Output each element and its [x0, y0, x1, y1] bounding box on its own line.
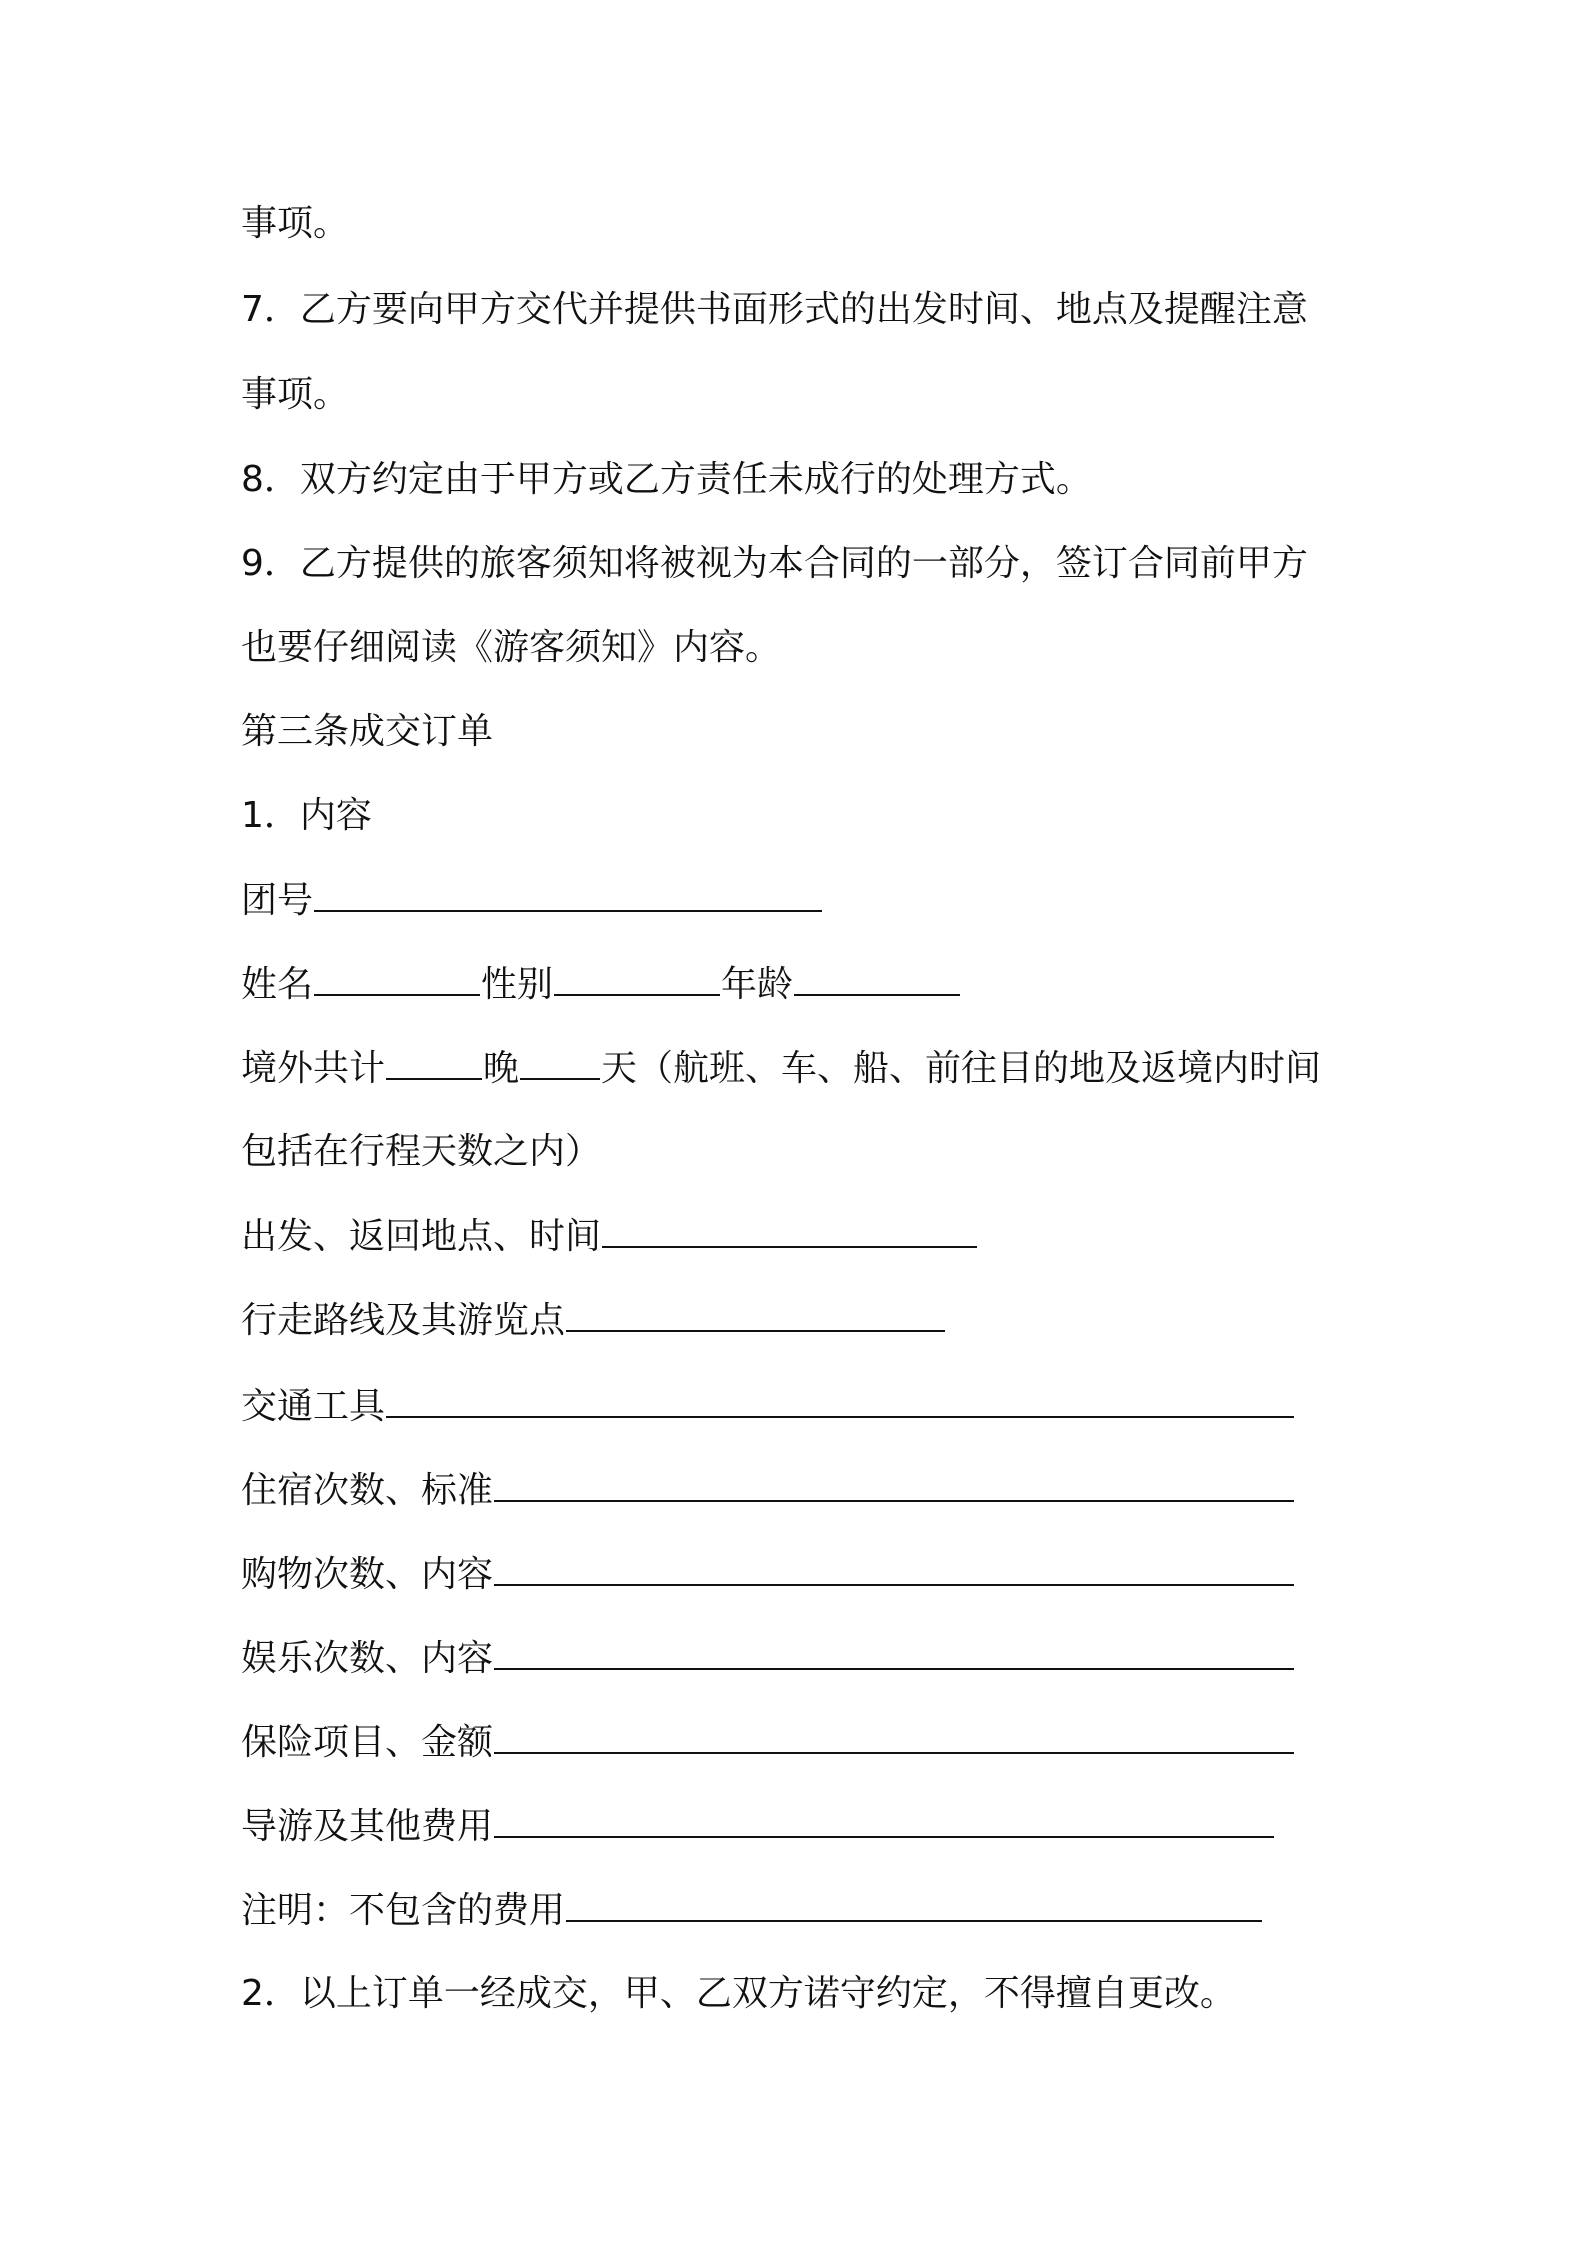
text-line: 8．双方约定由于甲方或乙方责任未成行的处理方式。: [241, 459, 1092, 500]
text-line: 也要仔细阅读《游客须知》内容。: [241, 627, 782, 668]
route-blank[interactable]: [566, 1296, 945, 1332]
text-line: 7．乙方要向甲方交代并提供书面形式的出发时间、地点及提醒注意: [241, 289, 1308, 330]
form-row-depart-return: [241, 1212, 978, 1260]
gender-blank[interactable]: [554, 960, 720, 996]
excluded-fees-blank[interactable]: [566, 1886, 1262, 1922]
group-no-blank[interactable]: [314, 876, 822, 912]
section-heading: 第三条成交订单: [241, 711, 494, 752]
text-line: 包括在行程天数之内）: [241, 1131, 602, 1172]
form-row-excluded-fees: [241, 1886, 1263, 1934]
form-row-group-no: [241, 876, 823, 924]
name-blank[interactable]: [314, 960, 480, 996]
field-label: 晚: [483, 1048, 520, 1089]
field-label: 天（航班、车、船、前往目的地及返境内时间: [601, 1048, 1322, 1089]
field-label: 住宿次数、标准: [241, 1470, 494, 1511]
text-line: 事项。: [241, 203, 350, 244]
field-label: 团号: [241, 880, 314, 921]
field-label: 出发、返回地点、时间: [241, 1216, 602, 1257]
form-row-shopping: [241, 1550, 1295, 1598]
field-label: 年龄: [721, 964, 794, 1005]
entertainment-blank[interactable]: [494, 1634, 1294, 1670]
field-label: 境外共计: [241, 1048, 386, 1089]
text-line: 9．乙方提供的旅客须知将被视为本合同的一部分，签订合同前甲方: [241, 543, 1308, 584]
field-label: 注明：不包含的费用: [241, 1890, 566, 1931]
field-label: 购物次数、内容: [241, 1554, 494, 1595]
form-row-entertainment: [241, 1634, 1295, 1682]
transport-blank[interactable]: [386, 1382, 1294, 1418]
field-label: 保险项目、金额: [241, 1722, 494, 1763]
guide-fees-blank[interactable]: [494, 1802, 1274, 1838]
depart-return-blank[interactable]: [602, 1212, 977, 1248]
field-label: 性别: [481, 964, 554, 1005]
age-blank[interactable]: [794, 960, 960, 996]
text-line: 事项。: [241, 374, 350, 415]
field-label: 姓名: [241, 964, 314, 1005]
form-row-insurance: [241, 1718, 1295, 1766]
insurance-blank[interactable]: [494, 1718, 1294, 1754]
shopping-blank[interactable]: [494, 1550, 1294, 1586]
form-row-duration: [241, 1044, 1321, 1092]
field-label: 行走路线及其游览点: [241, 1300, 566, 1341]
form-row-guide-fees: [241, 1802, 1275, 1850]
field-label: 交通工具: [241, 1386, 386, 1427]
field-label: 导游及其他费用: [241, 1806, 494, 1847]
form-row-transport: [241, 1382, 1295, 1430]
nights-blank[interactable]: [386, 1044, 482, 1080]
field-label: 娱乐次数、内容: [241, 1638, 494, 1679]
closing-clause: 2．以上订单一经成交，甲、乙双方诺守约定，不得擅自更改。: [241, 1973, 1236, 2014]
form-row-route: [241, 1296, 946, 1344]
form-row-lodging: [241, 1466, 1295, 1514]
days-blank[interactable]: [520, 1044, 600, 1080]
lodging-blank[interactable]: [494, 1466, 1294, 1502]
text-line: 1．内容: [241, 795, 372, 836]
form-row-personal: [241, 960, 961, 1008]
